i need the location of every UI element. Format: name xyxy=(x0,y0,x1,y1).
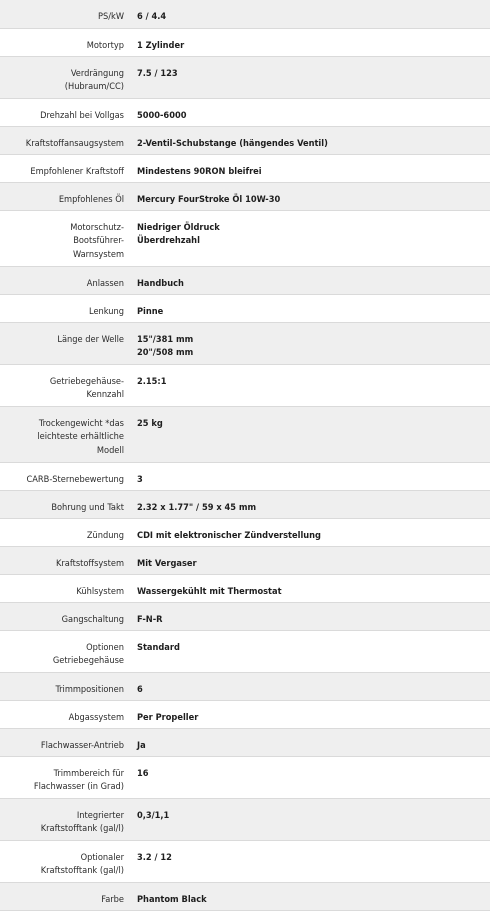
spec-label-line: Trockengewicht *das xyxy=(38,417,124,429)
spec-value xyxy=(129,406,490,462)
spec-value xyxy=(129,728,490,756)
spec-value-line: 25 kg xyxy=(137,417,163,429)
spec-row xyxy=(0,322,490,364)
spec-label xyxy=(0,574,129,602)
spec-label-line: leichteste erhältliche xyxy=(37,431,124,442)
spec-row xyxy=(0,56,490,98)
spec-value xyxy=(129,210,490,266)
spec-row xyxy=(0,98,490,126)
spec-value-line: 2.15:1 xyxy=(137,375,167,387)
spec-value xyxy=(129,154,490,182)
spec-row xyxy=(0,700,490,728)
spec-label-line: Zündung xyxy=(86,529,124,541)
spec-value-line: Phantom Black xyxy=(137,893,207,905)
spec-label xyxy=(0,700,129,728)
spec-label xyxy=(0,630,129,672)
spec-label xyxy=(0,28,129,56)
spec-label xyxy=(0,728,129,756)
spec-label-line: Motortyp xyxy=(86,39,124,51)
spec-value xyxy=(129,490,490,518)
spec-value xyxy=(129,602,490,630)
spec-value-line: Standard xyxy=(137,641,180,653)
spec-label xyxy=(0,602,129,630)
spec-label xyxy=(0,322,129,364)
spec-value-line: 6 xyxy=(137,683,143,695)
spec-label-line: Modell xyxy=(96,444,124,456)
spec-value-line: 1 Zylinder xyxy=(137,39,185,51)
spec-row xyxy=(0,672,490,700)
spec-value-line: 15"/381 mm xyxy=(137,333,194,345)
spec-label-line: Empfohlenes Öl xyxy=(58,193,124,205)
spec-label-line: Trimmbereich für xyxy=(53,767,124,779)
spec-label-line: CARB-Sternebewertung xyxy=(26,473,124,485)
spec-label-line: Lenkung xyxy=(89,305,124,317)
spec-value-line: 2-Ventil-Schubstange (hängendes Ventil) xyxy=(137,137,328,149)
spec-label-line: Flachwasser-Antrieb xyxy=(40,739,124,751)
spec-label xyxy=(0,518,129,546)
spec-value xyxy=(129,672,490,700)
spec-row xyxy=(0,728,490,756)
spec-value-line: Per Propeller xyxy=(137,711,199,723)
spec-row xyxy=(0,630,490,672)
spec-value xyxy=(129,0,490,28)
spec-value-line: Pinne xyxy=(137,305,164,317)
spec-label xyxy=(0,882,129,910)
spec-label xyxy=(0,182,129,210)
spec-label-line: Kraftstofftank (gal/l) xyxy=(40,865,124,876)
spec-label-line: Abgassystem xyxy=(68,711,124,723)
spec-label-line: Flachwasser (in Grad) xyxy=(33,781,124,792)
spec-label-line: Optionaler xyxy=(80,851,124,863)
spec-label-line: Drehzahl bei Vollgas xyxy=(40,109,124,121)
spec-value xyxy=(129,700,490,728)
spec-value-line: Mit Vergaser xyxy=(137,557,197,569)
spec-value-line: 5000-6000 xyxy=(137,109,187,121)
spec-value-line: 3.2 / 12 xyxy=(137,851,172,863)
spec-label-line: Getriebegehäuse xyxy=(52,655,124,666)
spec-label xyxy=(0,0,129,28)
spec-value-line: 3 xyxy=(137,473,143,485)
spec-label-line: Kraftstoffsystem xyxy=(55,557,124,569)
spec-value-line: Handbuch xyxy=(137,277,184,289)
spec-value xyxy=(129,756,490,798)
spec-label-line: Optionen xyxy=(86,641,124,653)
spec-label-line: Länge der Welle xyxy=(57,333,124,345)
spec-value xyxy=(129,798,490,840)
spec-value-line: F-N-R xyxy=(137,613,163,625)
spec-row xyxy=(0,406,490,462)
spec-row xyxy=(0,840,490,882)
spec-value-line: CDI mit elektronischer Zündverstellung xyxy=(137,529,321,541)
spec-value xyxy=(129,266,490,294)
spec-value xyxy=(129,56,490,98)
spec-value-line: Niedriger Öldruck xyxy=(137,221,220,233)
spec-row xyxy=(0,518,490,546)
spec-value-line: Ja xyxy=(137,739,146,751)
spec-label-line: Kennzahl xyxy=(86,389,124,400)
spec-label-line: Kühlsystem xyxy=(76,585,124,597)
spec-value xyxy=(129,546,490,574)
spec-row xyxy=(0,462,490,490)
spec-value xyxy=(129,462,490,490)
spec-label-line: Trimmpositionen xyxy=(55,683,124,695)
spec-label-line: Integrierter xyxy=(76,809,124,821)
spec-row xyxy=(0,882,490,910)
spec-label xyxy=(0,266,129,294)
spec-label xyxy=(0,672,129,700)
spec-label xyxy=(0,490,129,518)
spec-label xyxy=(0,364,129,406)
spec-label xyxy=(0,406,129,462)
spec-value xyxy=(129,882,490,910)
spec-label xyxy=(0,840,129,882)
spec-row xyxy=(0,546,490,574)
spec-row xyxy=(0,490,490,518)
spec-row xyxy=(0,574,490,602)
spec-value xyxy=(129,294,490,322)
spec-row xyxy=(0,154,490,182)
spec-label-line: Gangschaltung xyxy=(61,613,124,625)
spec-row xyxy=(0,756,490,798)
spec-value-line: Mindestens 90RON bleifrei xyxy=(137,165,262,177)
spec-row xyxy=(0,266,490,294)
spec-label-line: Kraftstoffansaugsystem xyxy=(25,137,124,149)
spec-label xyxy=(0,798,129,840)
spec-label-line: Getriebegehäuse- xyxy=(49,375,124,387)
spec-label-line: PS/kW xyxy=(98,11,124,22)
spec-label xyxy=(0,294,129,322)
spec-value xyxy=(129,364,490,406)
spec-value xyxy=(129,182,490,210)
spec-value-line: 2.32 x 1.77" / 59 x 45 mm xyxy=(137,501,257,513)
spec-value-line: Überdrehzahl xyxy=(137,235,200,246)
spec-label-line: Bootsführer- xyxy=(73,235,124,246)
spec-label xyxy=(0,98,129,126)
spec-value xyxy=(129,322,490,364)
spec-label-line: Motorschutz- xyxy=(70,221,124,233)
spec-value xyxy=(129,840,490,882)
spec-row xyxy=(0,182,490,210)
spec-value xyxy=(129,630,490,672)
spec-value-line: Wassergekühlt mit Thermostat xyxy=(137,585,282,597)
spec-row xyxy=(0,798,490,840)
spec-label-line: Farbe xyxy=(101,893,124,905)
spec-value xyxy=(129,98,490,126)
spec-value-line: 7.5 / 123 xyxy=(137,67,178,79)
spec-value-line: 16 xyxy=(137,767,149,779)
spec-value xyxy=(129,126,490,154)
spec-label-line: Empfohlener Kraftstoff xyxy=(30,165,124,177)
spec-row xyxy=(0,210,490,266)
spec-row xyxy=(0,294,490,322)
spec-value-line: 20"/508 mm xyxy=(137,347,194,358)
spec-value xyxy=(129,28,490,56)
spec-label-line: Anlassen xyxy=(86,277,124,289)
spec-label xyxy=(0,546,129,574)
spec-value xyxy=(129,518,490,546)
spec-value-line: 6 / 4.4 xyxy=(137,11,167,22)
spec-label xyxy=(0,756,129,798)
spec-row xyxy=(0,0,490,28)
spec-label xyxy=(0,56,129,98)
spec-value-line: 0,3/1,1 xyxy=(137,809,170,821)
spec-value xyxy=(129,574,490,602)
spec-label-line: Verdrängung xyxy=(70,67,124,79)
spec-row xyxy=(0,364,490,406)
spec-row xyxy=(0,126,490,154)
spec-row xyxy=(0,28,490,56)
spec-value-line: Mercury FourStroke Öl 10W-30 xyxy=(137,193,281,205)
spec-label-line: Warnsystem xyxy=(72,248,124,260)
spec-label xyxy=(0,210,129,266)
spec-label xyxy=(0,154,129,182)
spec-row xyxy=(0,602,490,630)
spec-label xyxy=(0,462,129,490)
spec-label-line: Kraftstofftank (gal/l) xyxy=(40,823,124,834)
spec-label-line: Bohrung und Takt xyxy=(51,501,124,513)
spec-label-line: (Hubraum/CC) xyxy=(64,81,124,92)
spec-label xyxy=(0,126,129,154)
